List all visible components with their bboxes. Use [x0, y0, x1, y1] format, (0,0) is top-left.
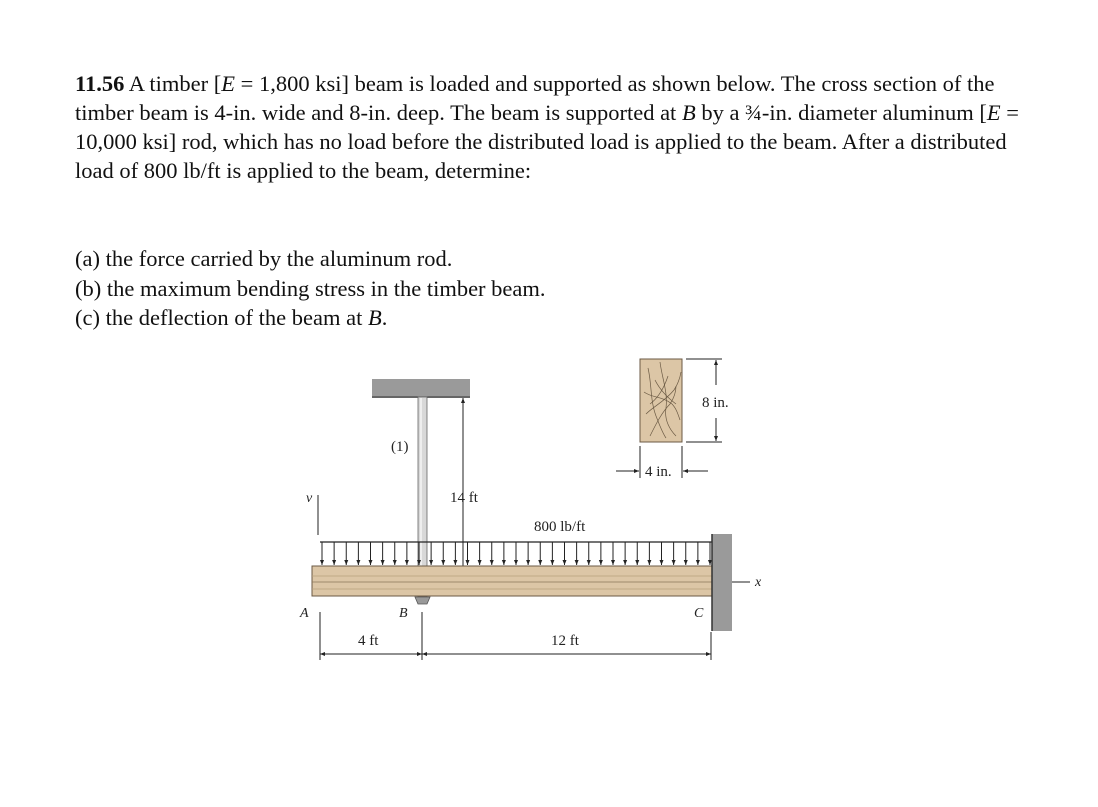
symbol-E: E	[221, 71, 236, 96]
text-run: = 10,000 ksi] rod, which has no load before the distributed load is applied to the beam. After a distributed load of 800 lb/ft is applied to the beam, determine:	[75, 100, 1019, 183]
section-depth-label: 8 in.	[702, 395, 729, 411]
text-run: A timber [	[124, 71, 222, 96]
problem-number: 11.56	[75, 71, 125, 96]
part-b: (b) the maximum bending stress in the timber beam.	[75, 275, 546, 301]
text-run: .	[381, 305, 388, 330]
section-width-label: 4 in.	[645, 464, 672, 480]
symbol-B: B	[681, 100, 696, 125]
rod-connector	[415, 597, 430, 604]
dimension-AB-label: 4 ft	[358, 633, 379, 649]
text-run: (c) the deflection of the beam at	[75, 305, 368, 330]
symbol-E: E	[986, 100, 1001, 125]
part-a: (a) the force carried by the aluminum rod.	[75, 246, 453, 271]
symbol-B: B	[367, 305, 382, 330]
fixed-wall	[712, 534, 732, 631]
v-axis-label: v	[306, 491, 313, 506]
x-axis-label: x	[755, 575, 762, 590]
dimension-BC-label: 12 ft	[551, 633, 579, 649]
top-support	[372, 379, 470, 396]
cross-section	[640, 359, 682, 442]
rod-label: (1)	[391, 439, 409, 455]
load-label: 800 lb/ft	[534, 519, 586, 535]
text-run: by a ¾-in. diameter aluminum [	[695, 100, 987, 125]
point-C-label: C	[694, 606, 704, 621]
text-run: = 1,800 ksi] beam is loaded and supported as shown below. The cross section of the timber beam is 4-in. wide and 8-in. deep. The beam is supported at	[75, 71, 995, 125]
point-A-label: A	[300, 606, 309, 621]
rod-length-label: 14 ft	[450, 490, 478, 506]
timber-beam	[312, 566, 712, 596]
point-B-label: B	[399, 606, 408, 621]
distributed-load-arrows	[322, 542, 710, 565]
